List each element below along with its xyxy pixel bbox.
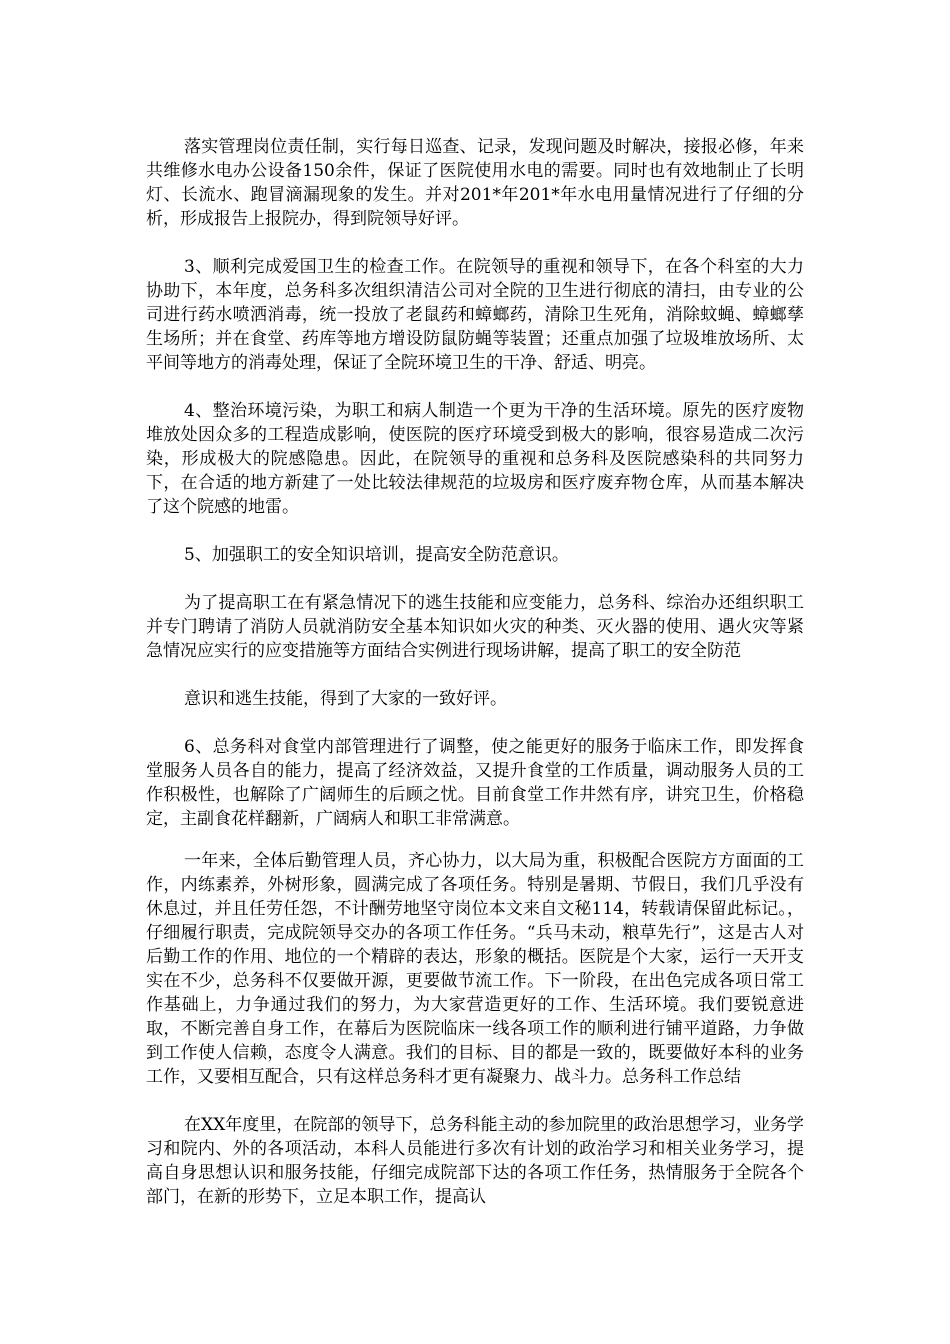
document-body [146, 135, 804, 1233]
paragraph-patriotic-hygiene: 3、顺利完成爱国卫生的检查工作。在院领导的重视和领导下，在各个科室的大力协助下，本年度，总务科多次组织清洁公司对全院的卫生进行彻底的清扫，由专业的公司进行药水喷洒消毒，统一投放了老鼠药和蟑螂药，清除卫生死角，消除蚊蝇、蟑螂孳生场所；并在食堂、药库等地方增设防鼠防蝇等装置；还重点加强了垃圾堆放场所、太平间等地方的消毒处理，保证了全院环境卫生的干净、舒适、明亮。 [146, 257, 804, 373]
paragraph-safety-training-continued: 意识和逃生技能，得到了大家的一致好评。 [184, 689, 507, 709]
paragraph-environmental-pollution: 4、整治环境污染，为职工和病人制造一个更为干净的生活环境。原先的医疗废物堆放处因众多的工程造成影响，使医院的医疗环境受到极大的影响，很容易造成二次污染，形成极大的院感隐患。因此，在院领导的重视和总务科及医院感染科的共同努力下，在合适的地方新建了一处比较法律规范的垃圾房和医疗废弃物仓库，从而基本解决了这个院感的地雷。 [146, 401, 804, 517]
paragraph-canteen-management: 6、总务科对食堂内部管理进行了调整，使之能更好的服务于临床工作，即发挥食堂服务人员各自的能力，提高了经济效益，又提升食堂的工作质量，调动服务人员的工作积极性，也解除了广阔师生的后顾之忧。目前食堂工作井然有序，讲究卫生，价格稳定，主副食花样翻新，广阔病人和职工非常满意。 [146, 737, 804, 829]
paragraph-safety-training-detail: 为了提高职工在有紧急情况下的逃生技能和应变能力，总务科、综治办还组织职工并专门聘请了消防人员就消防安全基本知识如火灾的种类、灭火器的使用、遇火灾等紧急情况应实行的应变措施等方面结合实例进行现场讲解，提高了职工的安全防范 [146, 593, 804, 661]
paragraph-safety-training-heading: 5、加强职工的安全知识培训，提高安全防范意识。 [184, 545, 569, 565]
paragraph-water-electric-management: 落实管理岗位责任制，实行每日巡查、记录，发现问题及时解决，接报必修，年来共维修水电办公设备150余件，保证了医院使用水电的需要。同时也有效地制止了长明灯、长流水、跑冒滴漏现象的发生。并对201*年201*年水电用量情况进行了仔细的分析，形成报告上报院办，得到院领导好评。 [146, 137, 804, 229]
paragraph-yearly-overview: 在XX年度里，在院部的领导下，总务科能主动的参加院里的政治思想学习，业务学习和院内、外的各项活动，本科人员能进行多次有计划的政治学习和相关业务学习，提高自身思想认识和服务技能，仔细完成院部下达的各项工作任务，热情服务于全院各个部门，在新的形势下，立足本职工作，提高认 [146, 1115, 804, 1207]
paragraph-annual-summary: 一年来，全体后勤管理人员，齐心协力，以大局为重，积极配合医院方方面面的工作，内练素养，外树形象，圆满完成了各项任务。特别是暑期、节假日，我们几乎没有休息过，并且任劳任怨，不计酬劳地坚守岗位本文来自文秘114，转载请保留此标记。，仔细履行职责，完成院领导交办的各项工作任务。“兵马未动，粮草先行”，这是古人对后勤工作的作用、地位的一个精辟的表达，形象的概括。医院是个大家，运行一天开支实在不少，总务科不仅要做开源，更要做节流工作。下一阶段，在出色完成各项日常工作基础上，力争通过我们的努力，为大家营造更好的工作、生活环境。我们要锐意进取，不断完善自身工作，在幕后为医院临床一线各项工作的顺利进行铺平道路，力争做到工作使人信赖，态度令人满意。我们的目标、目的都是一致的，既要做好本科的业务工作，又要相互配合，只有这样总务科才更有凝聚力、战斗力。总务科工作总结 [146, 851, 804, 1087]
